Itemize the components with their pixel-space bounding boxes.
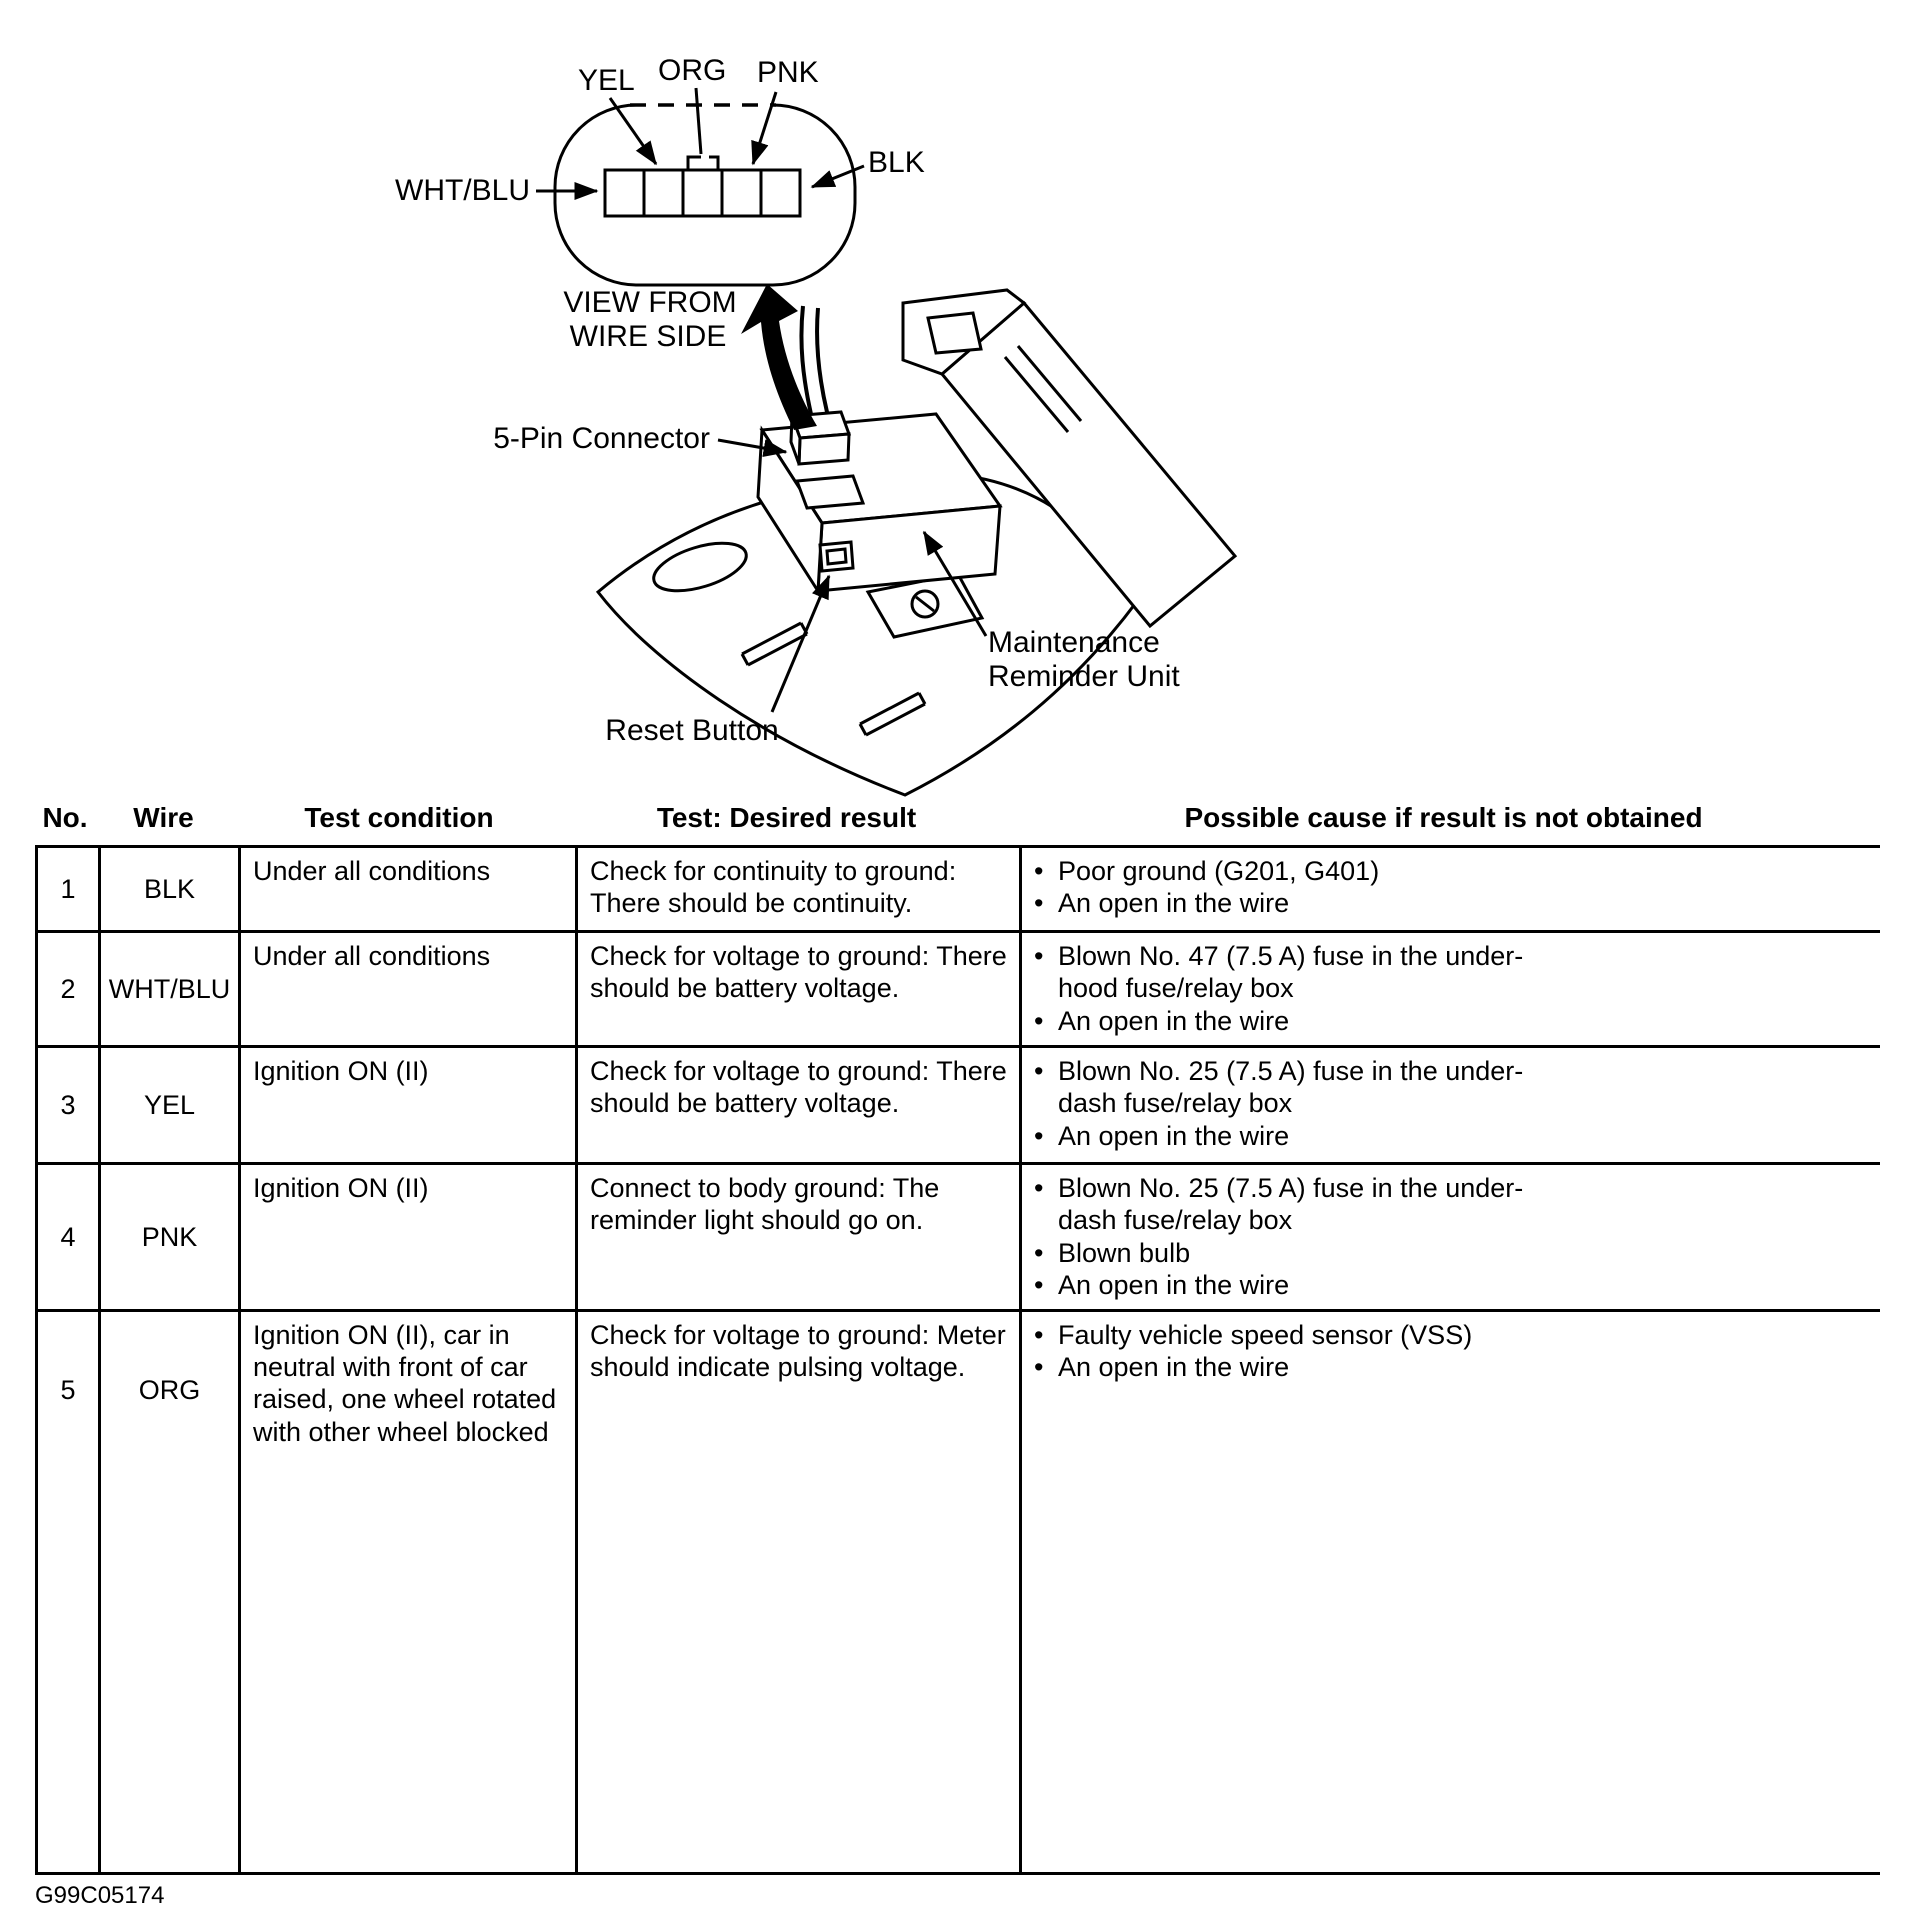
cause-item [1034, 1172, 1564, 1237]
cause-text: Blown No. 25 (7.5 A) fuse in the under-dash fuse/relay box [1058, 1173, 1524, 1236]
connector-front [799, 434, 849, 464]
test-table [35, 845, 1880, 1875]
bullet: • [1034, 1237, 1044, 1268]
bullet: • [1034, 1270, 1044, 1301]
cause-text: An open in the wire [1058, 1120, 1290, 1151]
row1-condition: Under all conditions [241, 848, 575, 930]
row4-causes [1022, 1165, 1895, 1309]
row2-causes [1022, 933, 1895, 1045]
bullet: • [1034, 888, 1044, 919]
cause-text: Blown No. 47 (7.5 A) fuse in the under-hood fuse/relay box [1058, 941, 1524, 1004]
header-wire: Wire [133, 802, 194, 833]
bullet: • [1034, 1319, 1044, 1350]
header-no: No. [42, 802, 88, 833]
bullet: • [1034, 1056, 1044, 1086]
cause-text: An open in the wire [1058, 1351, 1290, 1382]
cause-item [1034, 887, 1564, 919]
cause-text: An open in the wire [1058, 1005, 1290, 1036]
row3-no: 3 [38, 1048, 98, 1162]
maintenance-unit-label: Maintenance [988, 626, 1160, 659]
unit-top-slot [797, 476, 863, 508]
wire-1 [801, 306, 811, 414]
pin-strip [605, 170, 800, 216]
row5-causes [1022, 1312, 1895, 1872]
row4-condition: Ignition ON (II) [241, 1165, 575, 1309]
pin-key-notch [688, 157, 718, 170]
big-arrow [741, 284, 817, 430]
row5-result: Check for voltage to ground: Meter should indicate pulsing voltage. [578, 1312, 1019, 1872]
cause-item [1034, 1237, 1564, 1269]
bullet: • [1034, 1173, 1044, 1203]
maintenance-unit-label-2: Reminder Unit [988, 660, 1180, 693]
bullet: • [1034, 1351, 1044, 1382]
reset-button-inner [827, 549, 846, 564]
wire-label-yel: YEL [578, 64, 635, 97]
row4-no: 4 [38, 1165, 98, 1309]
table-header-row [35, 802, 1880, 834]
leader-org [696, 88, 701, 154]
row3-wire: YEL [101, 1048, 238, 1162]
row2-no: 2 [38, 933, 98, 1045]
row1-causes [1022, 848, 1895, 930]
row5-condition: Ignition ON (II), car in neutral with front of car raised, one wheel rotated with other wheel blocked [241, 1312, 575, 1872]
row2-condition: Under all conditions [241, 933, 575, 1045]
cause-item [1034, 1319, 1564, 1351]
figure-id: G99C05174 [35, 1882, 165, 1909]
wire-label-blk: BLK [868, 146, 925, 179]
pinout-view [395, 54, 925, 353]
header-test-condition: Test condition [304, 802, 494, 833]
cause-item [1034, 1120, 1564, 1152]
cause-item [1034, 855, 1564, 887]
connector-wires [801, 306, 827, 414]
row4-wire: PNK [101, 1165, 238, 1309]
view-from-wire-side-label-2: WIRE SIDE [569, 320, 727, 353]
cause-text: Poor ground (G201, G401) [1058, 856, 1380, 886]
header-desired-result: Test: Desired result [656, 802, 917, 833]
cause-text: Faulty vehicle speed sensor (VSS) [1058, 1319, 1473, 1350]
cause-item [1034, 1269, 1564, 1301]
row4-result: Connect to body ground: The reminder light should go on. [578, 1165, 1019, 1309]
cause-item [1034, 1005, 1564, 1037]
cause-text: Blown No. 25 (7.5 A) fuse in the under-dash fuse/relay box [1058, 1056, 1524, 1119]
pin-connector-label: 5-Pin Connector [493, 422, 710, 455]
row1-wire: BLK [101, 848, 238, 930]
wiring-diagram [0, 0, 1913, 800]
cause-item [1034, 1351, 1564, 1383]
wire-label-org: ORG [658, 54, 727, 87]
cause-item [1034, 1055, 1564, 1120]
wire-label-pnk: PNK [757, 56, 819, 89]
row1-result: Check for continuity to ground: There should be continuity. [578, 848, 1019, 930]
cause-text: An open in the wire [1058, 1270, 1290, 1301]
cause-item [1034, 940, 1564, 1005]
header-possible-cause: Possible cause if result is not obtained [1184, 802, 1703, 833]
cause-text: Blown bulb [1058, 1237, 1191, 1268]
row3-result: Check for voltage to ground: There should be battery voltage. [578, 1048, 1019, 1162]
row1-no: 1 [38, 848, 98, 930]
view-from-wire-side-label: VIEW FROM [563, 286, 737, 319]
row5-wire: ORG [101, 1312, 238, 1872]
row2-result: Check for voltage to ground: There should be battery voltage. [578, 933, 1019, 1045]
bracket-hole [928, 313, 981, 353]
bullet: • [1034, 1005, 1044, 1036]
wire-label-wht-blu: WHT/BLU [395, 174, 530, 207]
reset-button-label: Reset Button [605, 714, 779, 747]
bullet: • [1034, 941, 1044, 971]
bullet: • [1034, 856, 1044, 886]
row3-causes [1022, 1048, 1895, 1162]
bullet: • [1034, 1120, 1044, 1151]
row5-no: 5 [38, 1312, 98, 1872]
wire-2 [817, 308, 827, 412]
cause-text: An open in the wire [1058, 888, 1290, 919]
row3-condition: Ignition ON (II) [241, 1048, 575, 1162]
row2-wire: WHT/BLU [101, 933, 238, 1045]
